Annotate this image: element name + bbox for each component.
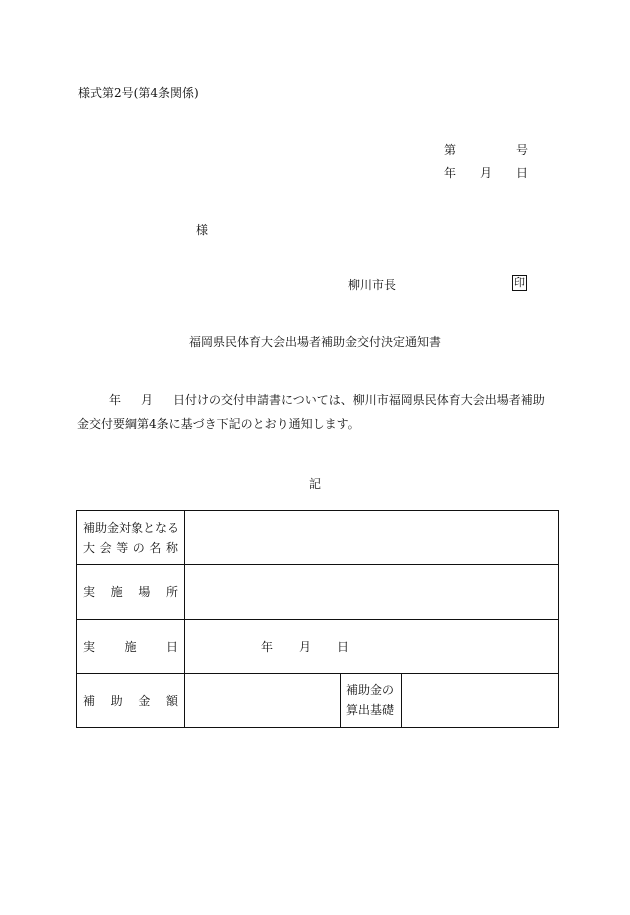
- date-value[interactable]: [185, 619, 559, 673]
- calculation-basis-line2: 算出基礎: [346, 703, 395, 718]
- event-name-label-line2: 大 会 等 の 名 称: [83, 540, 178, 555]
- date-label: [77, 619, 185, 673]
- document-number-prefix: 第: [444, 143, 457, 157]
- document-title: 福岡県民体育大会出場者補助金交付決定通知書: [188, 335, 441, 349]
- table-row-date: [77, 619, 559, 673]
- table-row-event: [77, 511, 559, 565]
- date-value-month: 月: [299, 639, 312, 654]
- venue-label: [77, 565, 185, 619]
- document-date: [444, 164, 528, 181]
- date-day: 日: [515, 166, 528, 180]
- venue-label-text: 実 施 場 所: [83, 585, 178, 600]
- document-number-suffix: 号: [515, 143, 528, 157]
- event-name-label-line1: 補助金対象となる: [83, 520, 180, 535]
- event-name-value[interactable]: [185, 511, 559, 565]
- detail-table: [76, 510, 559, 728]
- amount-label-text: 補 助 金 額: [83, 693, 178, 708]
- date-year: 年: [444, 166, 457, 180]
- date-value-day: 日: [337, 639, 350, 654]
- form-number: 様式第2号(第4条関係): [78, 86, 199, 100]
- body-text: 日付けの交付申請書については、柳川市福岡県民体育大会出場者補助金交付要綱第4条に基づき下記のとおり通知します。: [77, 393, 545, 431]
- recipient-honorific: 様: [196, 223, 209, 237]
- body-month: 月: [141, 393, 154, 407]
- date-label-text: 実 施 日: [83, 639, 178, 654]
- calculation-basis-line1: 補助金の: [346, 683, 395, 698]
- body-paragraph: [77, 388, 555, 436]
- table-row-amount: [77, 673, 559, 727]
- amount-value[interactable]: [185, 673, 341, 727]
- seal-mark: 印: [514, 276, 525, 289]
- date-month: 月: [479, 166, 492, 180]
- calculation-basis-label: [341, 673, 402, 727]
- date-value-year: 年: [261, 639, 274, 654]
- document-number: [444, 141, 528, 158]
- amount-label: [77, 673, 185, 727]
- body-year: 年: [109, 393, 122, 407]
- calculation-basis-value[interactable]: [402, 673, 559, 727]
- table-row-venue: [77, 565, 559, 619]
- ki-heading: 記: [308, 477, 321, 491]
- event-name-label: [77, 511, 185, 565]
- issuer-name: 柳川市長: [348, 278, 397, 292]
- venue-value[interactable]: [185, 565, 559, 619]
